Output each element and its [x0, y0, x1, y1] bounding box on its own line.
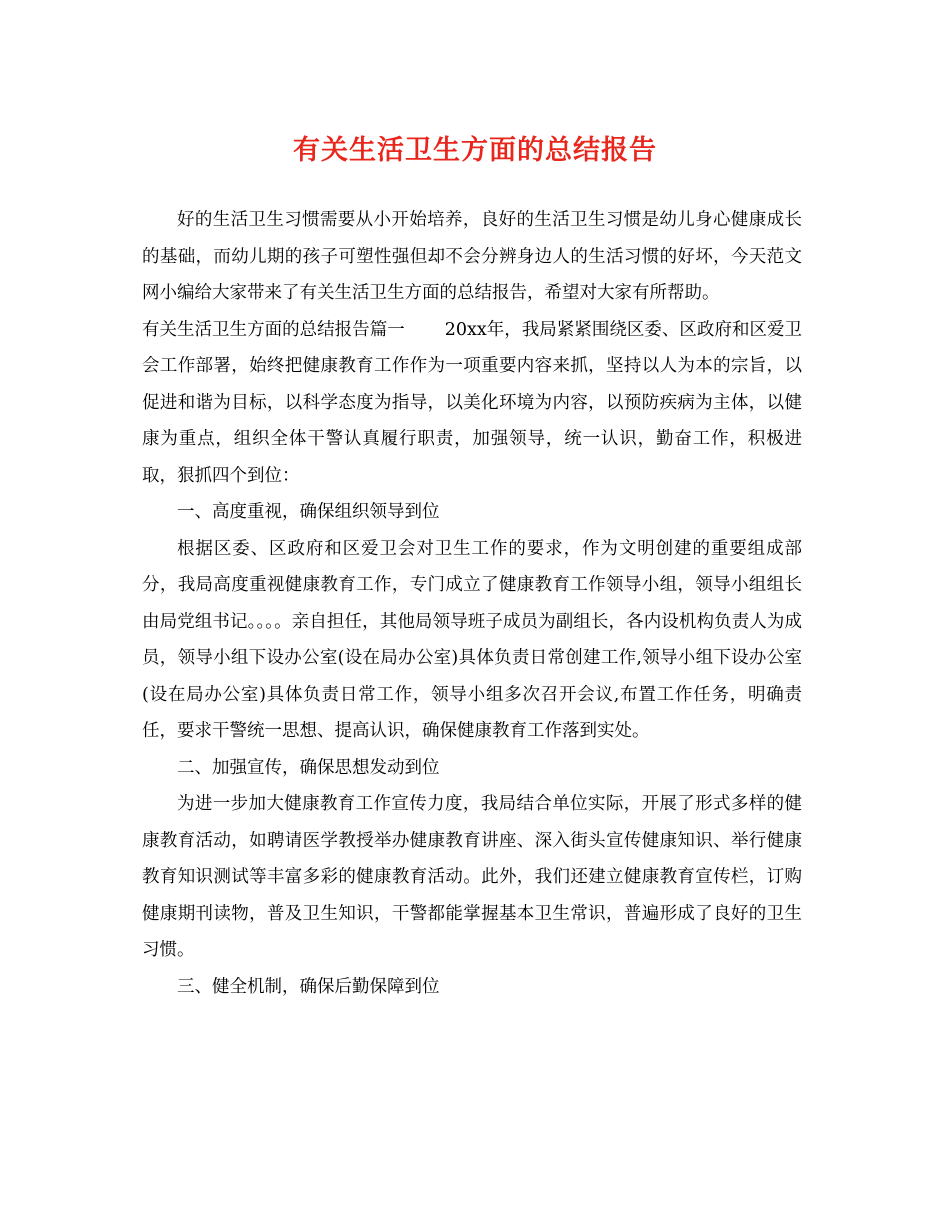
part1-paragraph [142, 312, 802, 495]
intro-paragraph: 好的生活卫生习惯需要从小开始培养，良好的生活卫生习惯是幼儿身心健康成长的基础，而幼儿期的孩子可塑性强但却不会分辨身边人的生活习惯的好坏，今天范文网小编给大家带来了有关生活卫生方面的总结报告，希望对大家有所帮助。 [142, 210, 802, 303]
section1-paragraph: 根据区委、区政府和区爱卫会对卫生工作的要求，作为文明创建的重要组成部分，我局高度重视健康教育工作，专门成立了健康教育工作领导小组，领导小组组长由局党组书记。。。。亲自担任，其他局领导班子成员为副组长，各内设机构负责人为成员，领导小组下设办公室(设在局办公室)具体负责日常创建工作,领导小组下设办公室(设在局办公室)具体负责日常工作，领导小组多次召开会议,布置工作任务，明确责任，要求干警统一思想、提高认识，确保健康教育工作落到实处。 [142, 538, 802, 741]
section-heading-1: 一、高度重视，确保组织领导到位 [177, 502, 440, 522]
section-heading-2: 二、加强宣传，确保思想发动到位 [177, 757, 440, 778]
part1-text: 20xx年，我局紧紧围绕区委、区政府和区爱卫会工作部署，始终把健康教育工作作为一项重要内容来抓，坚持以人为本的宗旨，以促进和谐为目标，以科学态度为指导，以美化环境为内容，以预防疾病为主体，以健康为重点，组织全体干警认真履行职责，加强领导，统一认识，勤奋工作，积极进取，狠抓四个到位： [142, 319, 803, 486]
part1-label: 有关生活卫生方面的总结报告篇一 [142, 319, 405, 340]
section-heading-3: 三、健全机制，确保后勤保障到位 [177, 976, 440, 997]
document-title: 有关生活卫生方面的总结报告 [293, 135, 657, 166]
section2-paragraph: 为进一步加大健康教育工作宣传力度，我局结合单位实际，开展了形式多样的健康教育活动，如聘请医学教授举办健康教育讲座、深入街头宣传健康知识、举行健康教育知识测试等丰富多彩的健康教育活动。此外，我们还建立健康教育宣传栏，订购健康期刊读物，普及卫生知识，干警都能掌握基本卫生常识，普遍形成了良好的卫生习惯。 [142, 794, 802, 960]
document-body [142, 202, 802, 1005]
